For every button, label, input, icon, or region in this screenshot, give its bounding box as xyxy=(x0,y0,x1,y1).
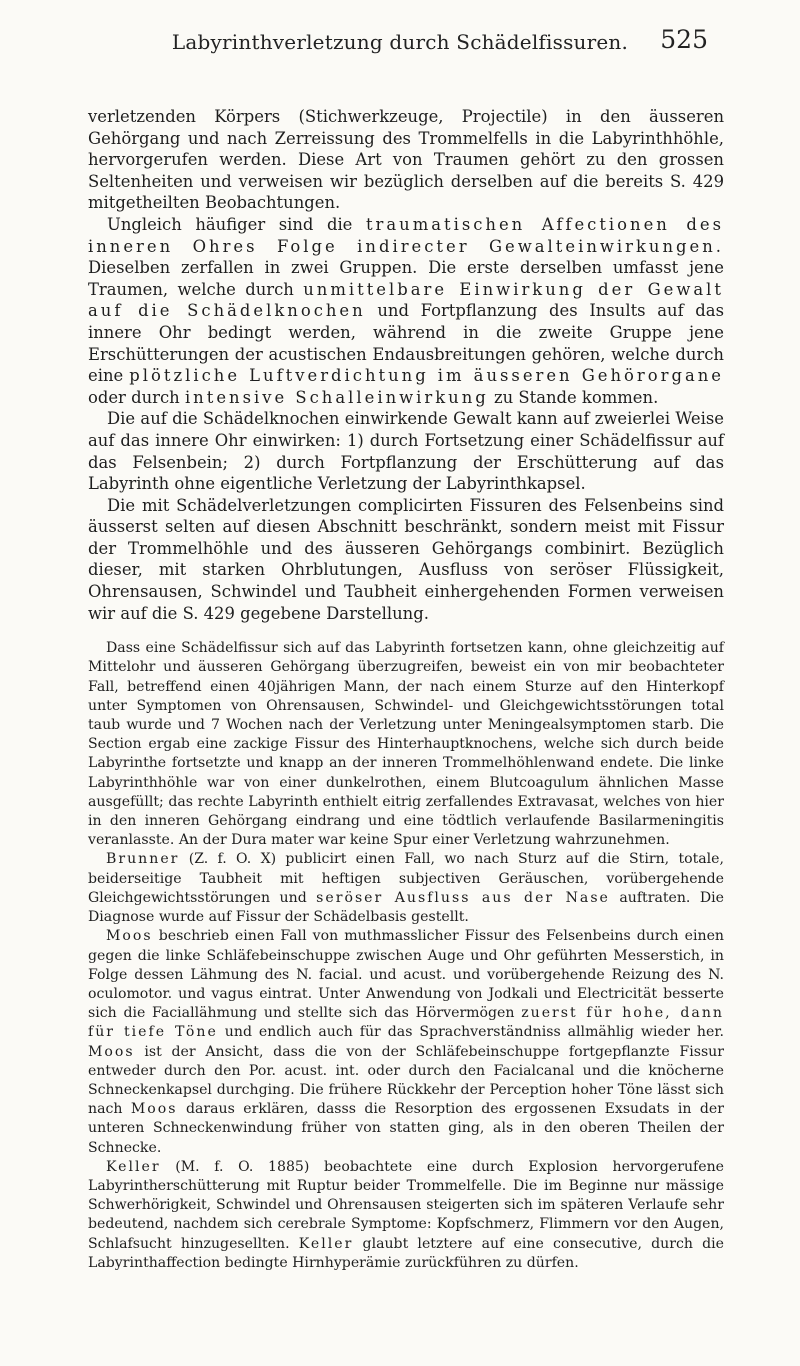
spaced-emphasis: plötzliche Luftverdichtung im äusseren Gehörorgane xyxy=(129,366,724,386)
text-run: Dieselben zerfallen in zwei Gruppen. Die erste derselben umfasst jene Traumen, welche durch xyxy=(88,258,724,299)
small-paragraph xyxy=(88,850,724,927)
text-run: (Z. f. O. X) publicirt einen Fall, wo nach Sturz auf die Stirn, totale, beiderseitige Taubheit mit heftigen subjectiven Geräuschen, vorübergehende Gleichgewichtsstörungen und xyxy=(88,851,724,906)
small-paragraph xyxy=(88,639,724,850)
page-number: 525 xyxy=(660,25,708,54)
text-run: Dass eine Schädelfissur sich auf das Labyrinth fortsetzen kann, ohne gleichzeitig auf Mittelohr und äusseren Gehörgang überzugreifen, beweist ein von mir beobachteter Fall, betreffend einen 40jährigen Mann, der nach einem Sturze auf den Hinterkopf unter Symptomen von Ohrensausen, Schwindel- und Gleichgewichtsstörungen total taub wurde und 7 Wochen nach der Verletzung unter Meningealsymptomen starb. Die Section ergab eine zackige Fissur des Hinterhauptknochens, welche sich durch beide Labyrinthe fortsetzte und knapp an der inneren Trommelhöhlenwand endete. Die linke Labyrinthhöhle war von einer dunkelrothen, einem Blutcoagulum ähnlichen Masse ausgefüllt; das rechte Labyrinth enthielt eitrig zerfallendes Extravasat, welches von hier in den inneren Gehörgang eindrang und eine tödtlich verlaufende Basilarmeningitis veranlasste. An der Dura mater war keine Spur einer Verletzung wahrzunehmen. xyxy=(88,640,724,849)
author-name: Moos xyxy=(88,1043,135,1060)
text-run: daraus erklären, dasss die Resorption des ergossenen Exsudats in der unteren Schneckenwindung früher von statten ging, als in den oberen Theilen der Schnecke. xyxy=(88,1101,724,1156)
text-run: ist der Ansicht, dass die von der Schläfebeinschuppe fortgepflanzte Fissur entweder durch den Por. acust. int. oder durch den Facialcanal und die knöcherne Schneckenkapsel durchging. Die frühere Rückkehr der Perception hoher Töne lässt sich nach xyxy=(88,1043,724,1118)
spaced-emphasis: traumatischen Affectionen des inneren Ohres Folge indirecter Gewalteinwirkungen. xyxy=(88,214,724,256)
spaced-emphasis: zuerst für hohe, dann für tiefe Töne xyxy=(88,1005,724,1041)
paragraph xyxy=(88,106,724,214)
author-name: Moos xyxy=(106,928,153,945)
spaced-emphasis: seröser Ausfluss aus der Nase xyxy=(316,889,610,906)
text-run: oder durch xyxy=(88,387,185,407)
text-run: Ungleich häufiger sind die xyxy=(107,214,366,234)
paragraph xyxy=(88,214,724,408)
text-run: auftraten. Die Diagnose wurde auf Fissur der Schädelbasis gestellt. xyxy=(88,889,724,926)
author-name: Moos xyxy=(130,1101,178,1118)
small-paragraph xyxy=(88,927,724,1157)
text-run: und Fortpflanzung des Insults auf das innere Ohr bedingt werden, während in die zweite Gruppe jene Erschütterungen der acustischen Endausbreitungen gehören, welche durch eine xyxy=(88,301,724,386)
paragraph xyxy=(88,408,724,494)
spaced-emphasis: unmittelbare Einwirkung der Gewalt auf die Schädelknochen xyxy=(88,279,724,321)
main-text xyxy=(88,106,724,624)
author-name: Keller xyxy=(298,1235,354,1252)
author-name: Brunner xyxy=(106,851,180,868)
text-run: (M. f. O. 1885) beobachtete eine durch Explosion hervorgerufene Labyrintherschütterung mit Ruptur beider Trommelfelle. Die im Beginne nur mässige Schwerhörigkeit, Schwindel und Ohrensausen steigerten sich im späteren Verlaufe sehr bedeutend, nachdem sich cerebrale Symptome: Kopfschmerz, Flimmern vor den Augen, Schlafsucht hinzugesellten. xyxy=(88,1158,724,1252)
text-run: beschrieb einen Fall von muthmasslicher Fissur des Felsenbeins durch einen gegen die linke Schläfebeinschuppe zwischen Auge und Ohr geführten Messerstich, in Folge dessen Lähmung des N. facial. und acust. und vorübergehende Reizung des N. oculomotor. und vagus eintrat. Unter Anwendung von Jodkali und Electricität besserte sich die Faciallähmung und stellte sich das Hörvermögen xyxy=(88,928,724,1022)
text-run: glaubt letztere auf eine consecutive, durch die Labyrinthaffection bedingte Hirnhyperämie zurückführen zu dürfen. xyxy=(88,1235,724,1271)
text-run: zu Stande kommen. xyxy=(488,387,659,407)
body-text xyxy=(88,106,724,1273)
paragraph xyxy=(88,495,724,625)
spaced-emphasis: intensive Schalleinwirkung xyxy=(184,387,489,407)
text-run: und endlich auch für das Sprachverständniss allmählig wieder her. xyxy=(217,1024,724,1041)
author-name: Keller xyxy=(106,1158,161,1175)
text-run: Die mit Schädelverletzungen complicirten Fissuren des Felsenbeins sind äusserst selten auf diesen Abschnitt beschränkt, sondern meist mit Fissur der Trommelhöhle und des äusseren Gehörgangs combinirt. Bezüglich dieser, mit starken Ohrblutungen, Ausfluss von seröser Flüssigkeit, Ohrensausen, Schwindel und Taubheit einhergehenden Formen verweisen wir auf die S. 429 gegebene Darstellung. xyxy=(88,495,724,623)
small-paragraph xyxy=(88,1158,724,1273)
text-run: Die auf die Schädelknochen einwirkende Gewalt kann auf zweierlei Weise auf das innere Ohr einwirken: 1) durch Fortsetzung einer Schädelfissur auf das Felsenbein; 2) durch Fortpflanzung der Erschütterung auf das Labyrinth ohne eigentliche Verletzung der Labyrinthkapsel. xyxy=(88,409,724,494)
small-print-section xyxy=(88,639,724,1273)
text-run: verletzenden Körpers (Stichwerkzeuge, Projectile) in den äusseren Gehörgang und nach Zerreissung des Trommelfells in die Labyrinthhöhle, hervorgerufen werden. Diese Art von Traumen gehört zu den grossen Seltenheiten und verweisen wir bezüglich derselben auf die bereits S. 429 mitgetheilten Beobachtungen. xyxy=(88,107,724,213)
running-title: Labyrinthverletzung durch Schädelfissuren. xyxy=(171,30,629,54)
running-head xyxy=(0,20,800,60)
